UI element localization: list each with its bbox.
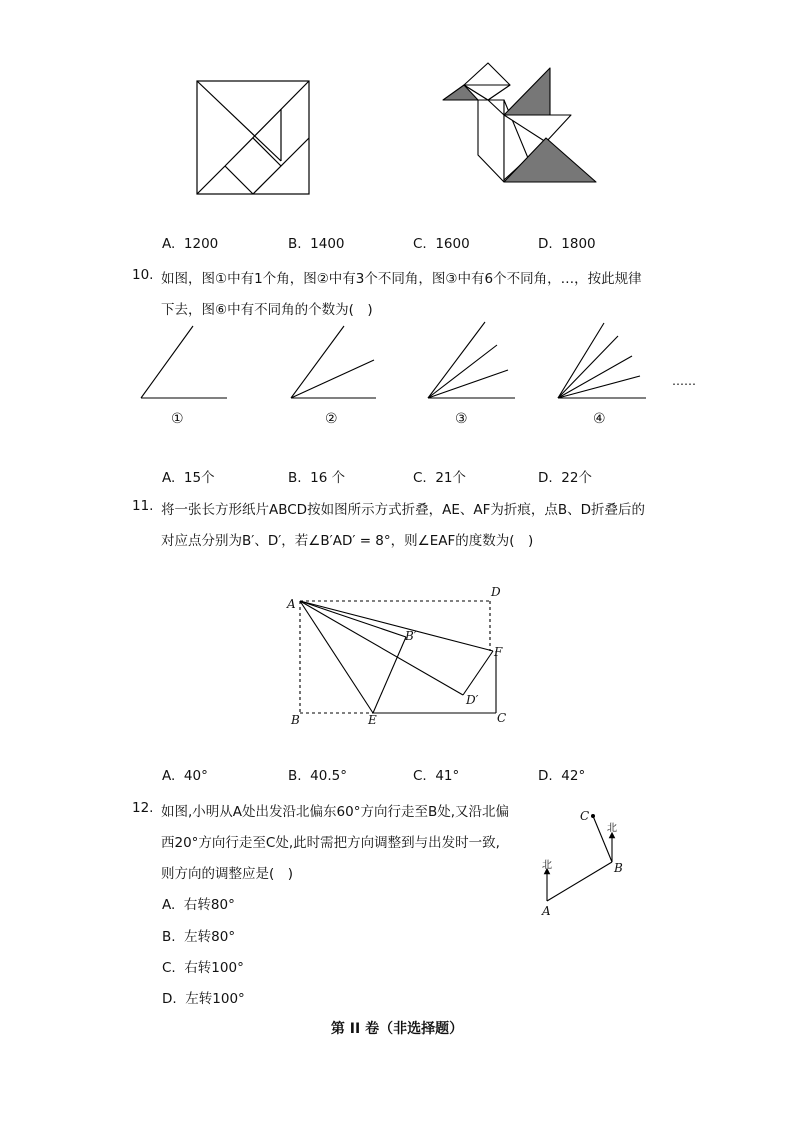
section-title: 第 II 卷（非选择题）: [330, 1021, 464, 1037]
q11-option-c[interactable]: C. 41°: [413, 768, 460, 784]
fig11-label-d-prime: D′: [466, 693, 479, 707]
q10-option-b[interactable]: B. 16 个: [288, 470, 346, 486]
fig12-north-label-b: 北: [607, 823, 617, 834]
q11-stem-line1: 将一张长方形纸片ABCD按如图所示方式折叠，AE、AF为折痕，点B、D折叠后的: [161, 502, 646, 518]
q10-option-d[interactable]: D. 22个: [538, 470, 592, 486]
fig12-label-c: C: [580, 809, 590, 823]
fig12-label-a: A: [542, 904, 551, 918]
fig11-label-b: B: [291, 713, 300, 727]
q10-option-a[interactable]: A. 15个: [162, 470, 215, 486]
q12-number: 12.: [132, 800, 154, 816]
q11-stem-line2: 对应点分别为B′、D′，若∠B′AD′ = 8°，则∠EAF的度数为( ): [161, 533, 534, 549]
q11-number: 11.: [132, 498, 154, 514]
angle-figure-2: [286, 318, 386, 403]
q10-stem-line2: 下去，图⑥中有不同角的个数为( ): [161, 302, 373, 318]
q12-stem-line2: 西20°方向行走至C处,此时需把方向调整到与出发时一致,: [161, 835, 500, 851]
fig11-label-d: D: [491, 585, 501, 599]
q10-figure-label-3: ③: [455, 411, 468, 427]
angle-figure-4: [554, 318, 654, 403]
q10-figure-label-1: ①: [171, 411, 184, 427]
fig11-label-b-prime: B′: [405, 629, 417, 643]
folded-rectangle-figure: [280, 582, 520, 732]
q10-number: 10.: [132, 267, 154, 283]
q10-figure-label-2: ②: [325, 411, 338, 427]
fig12-label-b: B: [614, 861, 623, 875]
q10-figure-label-4: ④: [593, 411, 606, 427]
tangram-square-figure: [190, 76, 320, 201]
q12-stem-line3: 则方向的调整应是( ): [161, 866, 294, 882]
q11-option-b[interactable]: B. 40.5°: [288, 768, 347, 784]
q10-ellipsis: ……: [672, 374, 696, 388]
q11-option-a[interactable]: A. 40°: [162, 768, 208, 784]
q9-option-d[interactable]: D. 1800: [538, 236, 596, 252]
angle-figure-1: [135, 318, 235, 403]
fig12-north-label-a: 北: [542, 860, 552, 871]
angle-figure-3: [423, 315, 523, 403]
q9-option-a[interactable]: A. 1200: [162, 236, 219, 252]
fig11-label-f: F: [494, 645, 503, 659]
q9-option-c[interactable]: C. 1600: [413, 236, 470, 252]
q9-option-b[interactable]: B. 1400: [288, 236, 345, 252]
q10-option-c[interactable]: C. 21个: [413, 470, 466, 486]
q12-option-a[interactable]: A. 右转80°: [162, 897, 235, 913]
fig11-label-c: C: [497, 711, 507, 725]
q12-stem-line1: 如图,小明从A处出发沿北偏东60°方向行走至B处,又沿北偏: [161, 804, 510, 820]
q12-option-b[interactable]: B. 左转80°: [162, 929, 236, 945]
q12-option-d[interactable]: D. 左转100°: [162, 991, 245, 1007]
q10-stem-line1: 如图，图①中有1个角，图②中有3个不同角，图③中有6个不同角，…，按此规律: [161, 271, 642, 287]
q12-option-c[interactable]: C. 右转100°: [162, 960, 244, 976]
fig11-label-e: E: [368, 713, 377, 727]
fig11-label-a: A: [287, 597, 296, 611]
tangram-crane-figure: [438, 60, 600, 188]
q11-option-d[interactable]: D. 42°: [538, 768, 586, 784]
